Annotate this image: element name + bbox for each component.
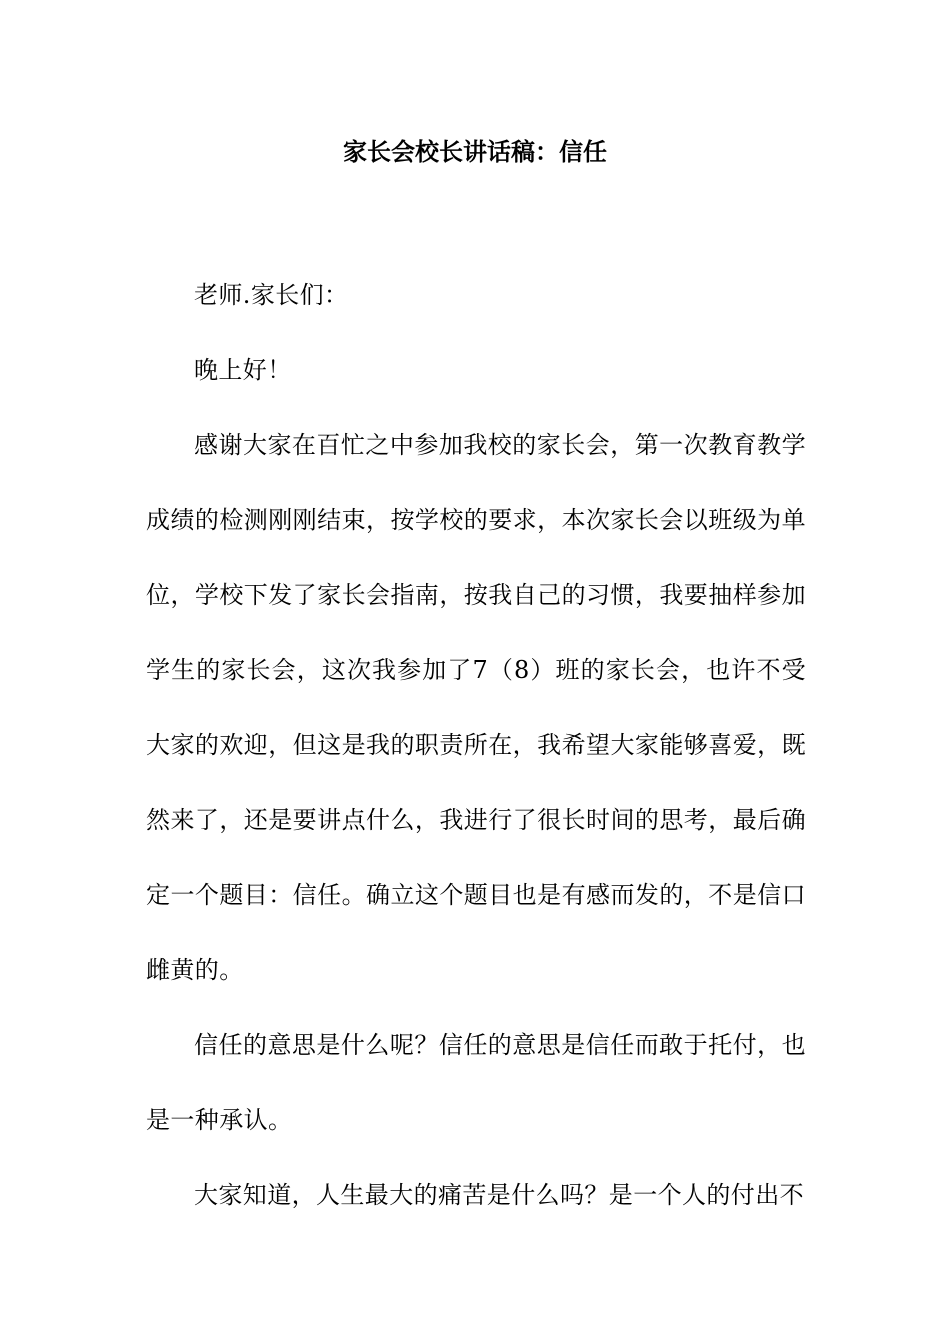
document-body (146, 258, 806, 1233)
paragraph-intro: 感谢大家在百忙之中参加我校的家长会，第一次教育教学成绩的检测刚刚结束，按学校的要求，本次家长会以班级为单位，学校下发了家长会指南，按我自己的习惯，我要抽样参加学生的家长会，这次我参加了7（8）班的家长会，也许不受大家的欢迎，但这是我的职责所在，我希望大家能够喜爱，既然来了，还是要讲点什么，我进行了很长时间的思考，最后确定一个题目：信任。确立这个题目也是有感而发的，不是信口雌黄的。 (146, 431, 806, 984)
paragraph-definition: 信任的意思是什么呢？信任的意思是信任而敢于托付，也是一种承认。 (146, 1031, 806, 1134)
paragraph-question: 大家知道，人生最大的痛苦是什么吗？是一个人的付出不 (194, 1181, 804, 1209)
paragraph-greeting: 晚上好！ (194, 356, 292, 384)
paragraph-salutation: 老师.家长们： (194, 281, 349, 309)
document-title: 家长会校长讲话稿：信任 (343, 138, 607, 166)
